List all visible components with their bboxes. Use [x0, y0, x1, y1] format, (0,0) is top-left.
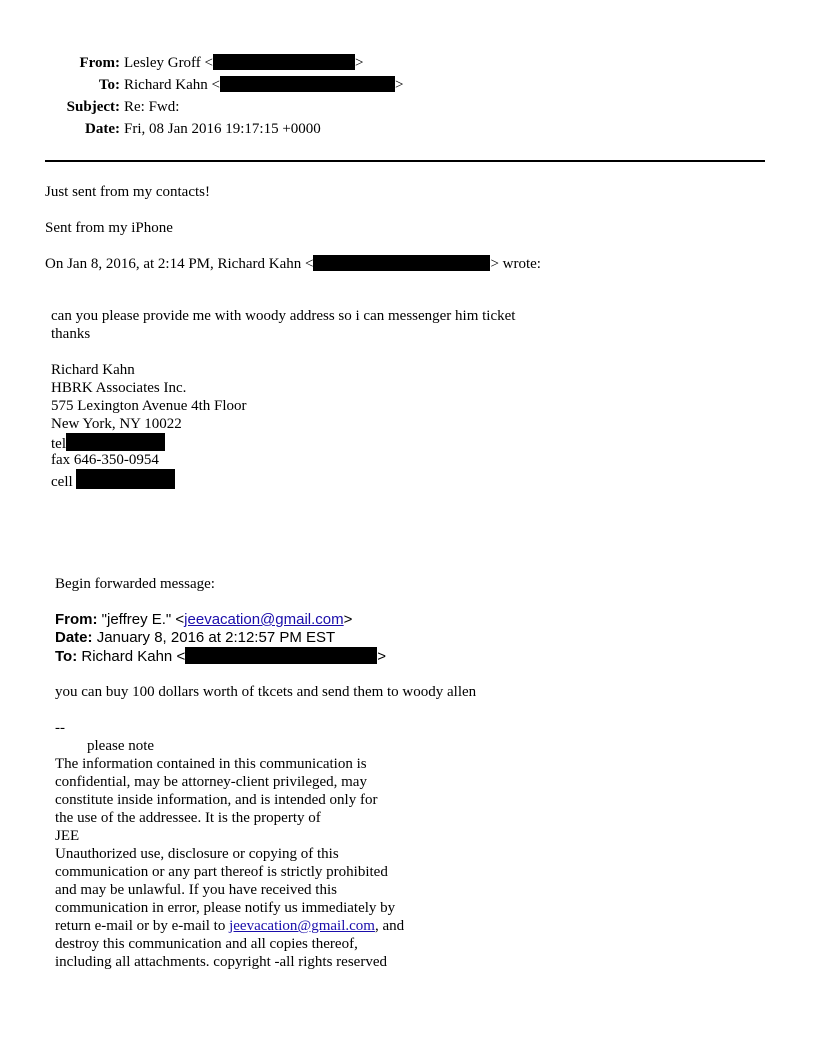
from-value: Lesley Groff < > — [124, 55, 364, 71]
sig-tel: tel — [51, 433, 247, 451]
quote-attribution: On Jan 8, 2016, at 2:14 PM, Richard Kahn < > wrote: — [45, 256, 541, 272]
disclaimer-line: JEE — [55, 828, 80, 844]
sig-cell: cell — [51, 469, 247, 487]
disclaimer-line: confidential, may be attorney-client privileged, may — [55, 774, 367, 790]
disclaimer-line: Unauthorized use, disclosure or copying of this — [55, 846, 339, 862]
subject-label: Subject: — [66, 99, 120, 115]
date-label: Date: — [85, 121, 120, 137]
sig-name: Richard Kahn — [51, 362, 135, 378]
from-label: From: — [79, 55, 120, 71]
kahn-signature — [51, 361, 247, 490]
header-divider — [45, 160, 765, 162]
disclaimer-line: communication or any part thereof is strictly prohibited — [55, 864, 388, 880]
sig-city: New York, NY 10022 — [51, 416, 182, 432]
quoted-message — [51, 307, 515, 343]
forward-begin: Begin forwarded message: — [55, 576, 215, 592]
redaction-bar — [185, 647, 377, 664]
redaction-bar — [313, 255, 490, 271]
sig-company: HBRK Associates Inc. — [51, 380, 187, 396]
fwd-date: Date: January 8, 2016 at 2:12:57 PM EST — [55, 629, 336, 646]
sig-fax: fax 646-350-0954 — [51, 452, 159, 468]
fwd-from: From: "jeffrey E." <jeevacation@gmail.com> — [55, 611, 353, 628]
fwd-from-email-link[interactable]: jeevacation@gmail.com — [184, 611, 344, 628]
reply-line-1: Just sent from my contacts! — [45, 184, 210, 200]
disclaimer-email-link[interactable]: jeevacation@gmail.com — [229, 918, 375, 934]
disclaimer-return-line: return e-mail or by e-mail to jeevacation@gmail.com, and — [55, 918, 405, 934]
to-value: Richard Kahn < > — [124, 77, 404, 93]
subject-value: Re: Fwd: — [124, 99, 180, 115]
redaction-bar — [76, 469, 175, 489]
disclaimer-line: communication in error, please notify us immediately by — [55, 900, 396, 916]
disclaimer — [55, 719, 404, 971]
disclaimer-line: the use of the addressee. It is the property of — [55, 810, 321, 826]
disclaimer-dashes: -- — [55, 720, 65, 736]
fwd-to: To: Richard Kahn < > — [55, 648, 386, 665]
disclaimer-line: destroy this communication and all copies thereof, — [55, 936, 358, 952]
forward-body: you can buy 100 dollars worth of tkcets and send them to woody allen — [55, 684, 477, 700]
forward-header — [55, 611, 386, 665]
redaction-bar — [66, 433, 165, 451]
disclaimer-note: please note — [87, 738, 155, 754]
reply-signature: Sent from my iPhone — [45, 220, 173, 236]
disclaimer-line: including all attachments. copyright -all rights reserved — [55, 954, 387, 970]
quoted-line-1: can you please provide me with woody address so i can messenger him ticket — [51, 308, 516, 324]
from-name: Lesley Groff < — [124, 55, 213, 71]
quoted-line-2: thanks — [51, 326, 91, 342]
disclaimer-line: and may be unlawful. If you have received this — [55, 882, 337, 898]
disclaimer-line: constitute inside information, and is intended only for — [55, 792, 378, 808]
redaction-bar — [213, 54, 355, 70]
date-value: Fri, 08 Jan 2016 19:17:15 +0000 — [124, 121, 321, 137]
sig-address: 575 Lexington Avenue 4th Floor — [51, 398, 247, 414]
to-label: To: — [98, 77, 120, 93]
redaction-bar — [220, 76, 395, 92]
disclaimer-line: The information contained in this communication is — [55, 756, 367, 772]
to-name: Richard Kahn < — [124, 77, 220, 93]
